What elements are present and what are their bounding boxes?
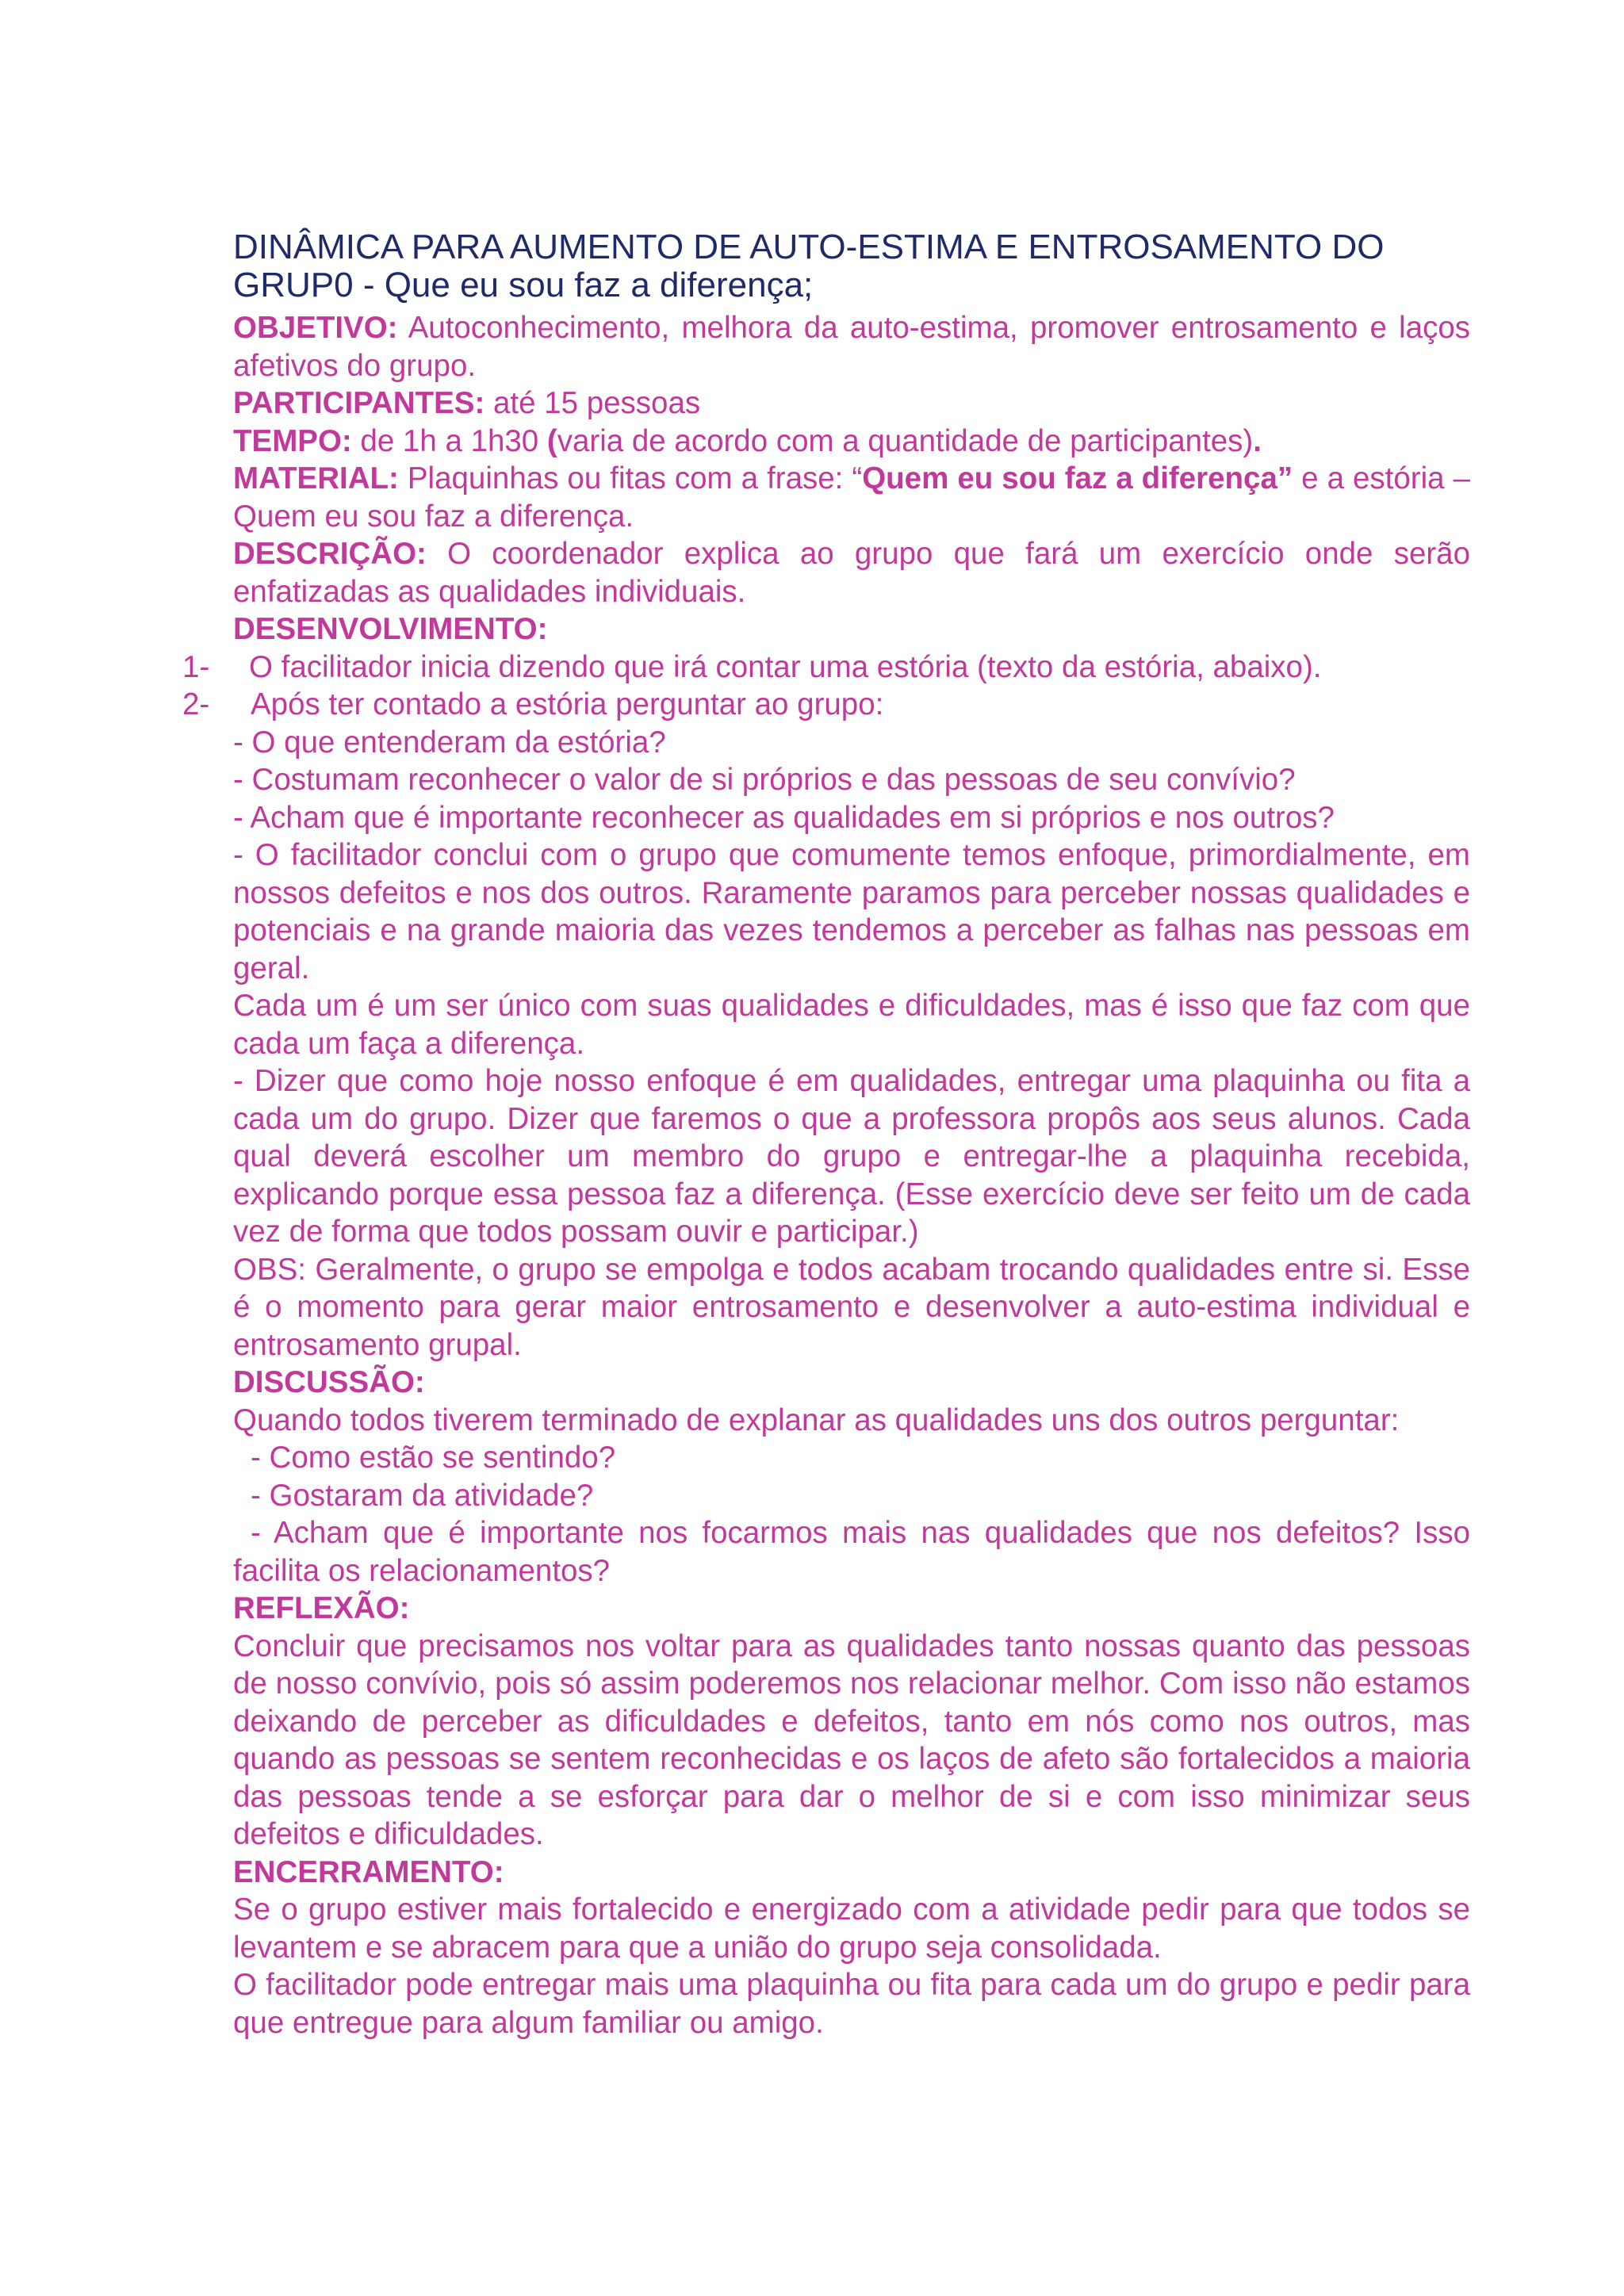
question-2: - Costumam reconhecer o valor de si próprios e das pessoas de seu convívio? (233, 763, 1296, 797)
question-3: - Acham que é importante reconhecer as qualidades em si próprios e nos outros? (233, 800, 1335, 835)
tempo-period: . (1253, 423, 1262, 458)
participantes-paragraph (233, 385, 1470, 423)
question-1: - O que entenderam da estória? (233, 725, 666, 760)
encerramento-text-2: O facilitador pode entregar mais uma plaquinha ou fita para cada um do grupo e pedir para que entregue para algum familiar ou amigo. (233, 1968, 1470, 2040)
conclusion-paragraph: - O facilitador conclui com o grupo que comumente temos enfoque, primordialmente, em nossos defeitos e nos dos outros. Raramente paramos para perceber nossas qualidades e potenciais e na grande maioria das vezes tendemos a perceber as falhas nas pessoas em geral. (233, 838, 1470, 985)
title-line-2: GRUP0 - Que eu sou faz a diferença; (233, 266, 814, 304)
descricao-text: O coordenador explica ao grupo que fará um exercício onde serão enfatizadas as qualidades individuais. (233, 537, 1470, 609)
step-1-text: O facilitador inicia dizendo que irá contar uma estória (texto da estória, abaixo). (249, 649, 1322, 684)
material-paragraph (233, 460, 1470, 535)
objetivo-paragraph (233, 309, 1470, 385)
step-2-number: 2- (182, 687, 210, 721)
discussao-heading: DISCUSSÃO: (233, 1365, 425, 1399)
tempo-text-a: de 1h a 1h30 (351, 423, 547, 458)
material-text-a: Plaquinhas ou fitas com a frase: “ (398, 461, 863, 496)
participantes-label: PARTICIPANTES: (233, 386, 485, 420)
step-1-number: 1- (182, 649, 210, 684)
document-title (233, 228, 1470, 304)
descricao-label: DESCRIÇÃO: (233, 537, 427, 571)
discussion-question-1: - Como estão se sentindo? (251, 1441, 616, 1475)
discussion-question-3-text: - Acham que é importante nos focarmos mais nas qualidades que nos defeitos? Isso facilita os relacionamentos? (233, 1516, 1470, 1588)
discussao-text: Quando todos tiverem terminado de explanar as qualidades uns dos outros perguntar: (233, 1402, 1400, 1437)
participantes-text: até 15 pessoas (485, 386, 701, 420)
encerramento-heading: ENCERRAMENTO: (233, 1854, 504, 1889)
tempo-text-b: varia de acordo com a quantidade de participantes) (557, 423, 1254, 458)
material-bold-phrase: Quem eu sou faz a diferença” (862, 461, 1293, 496)
step-2 (182, 686, 1470, 724)
obs-paragraph: OBS: Geralmente, o grupo se empolga e todos acabam trocando qualidades entre si. Esse é o momento para gerar maior entrosamento e desenvolver a auto-estima individual e entrosamento grupal. (233, 1252, 1470, 1362)
material-text-b: e a estória – Quem eu sou faz a diferença. (233, 461, 1470, 534)
tempo-paragraph (233, 423, 1470, 461)
descricao-paragraph (233, 535, 1470, 610)
step-2-text: Após ter contado a estória perguntar ao grupo: (251, 687, 884, 721)
desenvolvimento-heading: DESENVOLVIMENTO: (233, 612, 548, 646)
encerramento-text-1: Se o grupo estiver mais fortalecido e energizado com a atividade pedir para que todos se levantem e se abracem para que a união do grupo seja consolidada. (233, 1892, 1470, 1965)
document-body (182, 228, 1470, 2042)
tempo-label: TEMPO: (233, 423, 352, 458)
discussion-question-2: - Gostaram da atividade? (251, 1478, 594, 1513)
reflexao-heading: REFLEXÃO: (233, 1591, 410, 1625)
objetivo-text: Autoconhecimento, melhora da auto-estima, promover entrosamento e laços afetivos do grupo. (233, 311, 1470, 383)
objetivo-label: OBJETIVO: (233, 311, 398, 345)
discussion-question-3 (233, 1514, 1470, 1590)
step-1 (182, 649, 1470, 687)
title-line-1: DINÂMICA PARA AUMENTO DE AUTO-ESTIMA E ENTROSAMENTO DO (233, 228, 1385, 266)
tempo-paren-open: ( (546, 423, 557, 458)
unique-paragraph: Cada um é um ser único com suas qualidades e dificuldades, mas é isso que faz com que cada um faça a diferença. (233, 989, 1470, 1061)
material-label: MATERIAL: (233, 461, 399, 496)
instruction-paragraph: - Dizer que como hoje nosso enfoque é em qualidades, entregar uma plaquinha ou fita a cada um do grupo. Dizer que faremos o que a professora propôs aos seus alunos. Cada qual deverá escolher um membro do grupo e entregar-lhe a plaquinha recebida, explicando porque essa pessoa faz a diferença. (Esse exercício deve ser feito um de cada vez de forma que todos possam ouvir e participar.) (233, 1064, 1470, 1249)
reflexao-text: Concluir que precisamos nos voltar para as qualidades tanto nossas quanto das pessoas de nosso convívio, pois só assim poderemos nos relacionar melhor. Com isso não estamos deixando de perceber as dificuldades e defeitos, tanto em nós como nos outros, mas quando as pessoas se sentem reconhecidas e os laços de afeto são fortalecidos a maioria das pessoas tende a se esforçar para dar o melhor de si e com isso minimizar seus defeitos e dificuldades. (233, 1628, 1470, 1851)
